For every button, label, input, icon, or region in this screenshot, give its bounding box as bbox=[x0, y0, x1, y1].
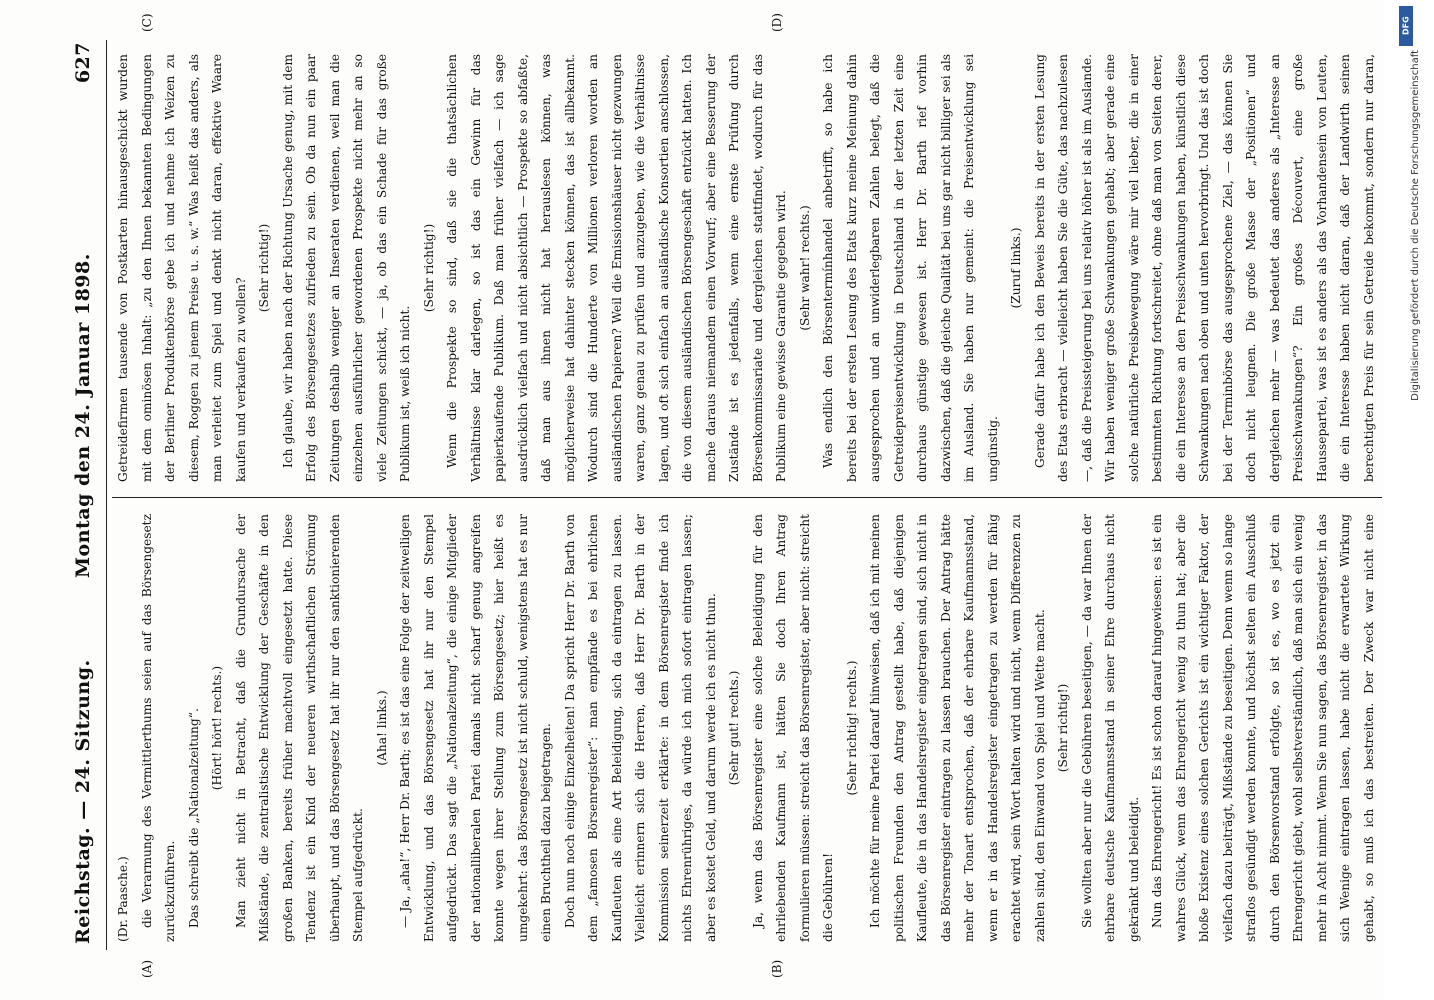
column-divider bbox=[112, 497, 1382, 498]
dfg-logo: DFG bbox=[1399, 6, 1413, 46]
margin-marker-d: (D) bbox=[770, 13, 784, 32]
speaker-label: (Dr. Paasche.) bbox=[116, 856, 130, 942]
paragraph: Was endlich den Börsentermínhandel anbetrifft, so habe ich bereits bei der ersten Lesung des Etats kurz meine Meinung dahin ausgesprochen und an unwiderlegbaren Zahlen belegt, daß die Getreidepreisentwicklung in Deutschland in der letzten Zeit eine durchaus günstige gewesen ist. Herr Dr. Barth rief vorhin dazwischen, daß die gleiche Qualität bei uns gar nicht billiger sei als im Ausland. Sie haben nur gemeint: die Preisentwicklung sei ungünstig. bbox=[821, 54, 1000, 482]
header-left: Reichstag. — 24. Sitzung. bbox=[72, 659, 94, 944]
paragraph: Gerade dafür habe ich den Beweis bereits in der ersten Lesung des Etats erbracht — vielleicht haben Sie die Güte, das nachzulesen —, daß die Preissteigerung bei uns relativ höher ist als im Auslande. Wir haben weniger große Schwankungen gehabt; aber gerade eine solche natürliche Preisbewegung wäre mir viel lieber, die in einer bestimmten Richtung fortschreitet, ohne daß man von Seiten derer, die ein Interesse an den Preisschwankungen haben, künstlich diese Schwankungen nach oben und unten hervorbringt. Und das ist doch bei der Terminbörse das ausgesprochene Ziel, — das können Sie doch nicht leugnen. Die große Masse der „Positionen“ und dergleichen mehr — was bedeutet das anderes als „Interesse an Preisschwankungen“? Ein großes Découvert, eine große Haussepartei, was ist es anders als das Vorhandensein von Leuten, die ein Interesse haben nicht daran, daß der Landwirth seinen berechtigten Preis für sein Getreide bekommt, sondern nur daran, bbox=[1032, 54, 1376, 482]
paragraph: die Verarmung des Vermittlerthums seien auf das Börsengesetz zurückzuführen. bbox=[139, 514, 177, 942]
funding-sidebar bbox=[1384, 0, 1434, 1000]
margin-marker-b: (B) bbox=[770, 959, 784, 978]
interjection: (Sehr wahr! rechts.) bbox=[797, 205, 812, 331]
paragraph: Doch nun noch einige Einzelheiten! Da spricht Herr Dr. Barth von dem „famosen Börsenregister“: man empfände es bei ehrlichen Kaufleuten als eine Art Beleidigung, sich da eintragen zu lassen. Vielleicht erinnern sich die Herren, daß Herr Dr. Barth in der Kommission seinerzeit erklärte: in dem Börsenregister finde ich nichts Ehrenrühriges, da würde ich mich sofort eintragen lassen; aber es kostet Geld, und darum werde ich es nicht thun. bbox=[562, 514, 718, 942]
interjection: (Hört! hört! rechts.) bbox=[210, 665, 224, 791]
paragraph: Das schreibt die „Nationalzeitung“. bbox=[186, 708, 201, 928]
right-column bbox=[112, 54, 1392, 482]
interjection: (Sehr richtig!) bbox=[1056, 683, 1070, 773]
paragraph: Ja, wenn das Börsenregister eine solche Beleidigung für den ehrliebenden Kaufmann ist, hätten Sie doch Ihren Antrag formulieren müssen: streicht das Börsenregister, aber nicht: streicht die Gebühren! bbox=[750, 514, 835, 942]
left-column bbox=[112, 514, 1392, 942]
interjection: (Aha! links.) bbox=[374, 690, 389, 766]
interjection: (Sehr richtig! rechts.) bbox=[844, 660, 859, 796]
paragraph: Ich glaube, wir haben nach der Richtung Ursache genug, mit dem Erfolg des Börsengesetzes zufrieden zu sein. Ob da nun ein paar Zeitungen deshalb weniger an Inseraten verdienen, weil man die einzelnen ausführlicher gewordenen Prospekte nicht mehr an so viele Zeitungen schickt, — ja, ob das ein Schade für das große Publikum ist, weiß ich nicht. bbox=[280, 54, 412, 482]
page-number: 627 bbox=[72, 42, 94, 84]
interjection: (Sehr richtig!) bbox=[421, 223, 436, 313]
paragraph: — Ja, „aha!“, Herr Dr. Barth; es ist das eine Folge der zeitweiligen Entwicklung, und das Börsengesetz hat ihr nur den Stempel aufgedrückt. Das sagt die „Nationalzeitung“, die einige Mitglieder der nationalliberalen Partei damals nicht scharf genug angreifen konnte wegen ihrer Stellung zum Börsengesetz; hier heißt es umgekehrt: das Börsengesetz ist nicht schuld, wenigstens hat es nur einen Bruchtheil dazu beigetragen. bbox=[398, 514, 553, 942]
header-rule bbox=[106, 40, 107, 950]
header-date: Montag den 24. Januar 1898. bbox=[72, 253, 94, 578]
margin-marker-c: (C) bbox=[140, 13, 154, 32]
interjection: (Sehr richtig!) bbox=[257, 223, 271, 313]
page-header bbox=[66, 42, 106, 958]
margin-marker-a: (A) bbox=[140, 959, 154, 978]
paragraph: Nun das Ehrengericht! Es ist schon darauf hingewiesen: es ist ein wahres Glück, wenn das Ehrengericht wenig zu thun hat; aber die bloße Existenz eines solchen Gerichts ist ein wichtiger Faktor, der vielfach dazu beiträgt, Mißstände zu beseitigen. Denn wenn so lange straflos gesündigt werden konnte, und höchst selten ein Ausschluß durch den Börsenvorstand erfolgte, so ist es, wo es jetzt ein Ehrengericht giebt, wohl selbstverständlich, daß man sich ein wenig mehr in Acht nimmt. Wenn Sie nun sagen, das Börsenregister, in das sich Wenige eintragen lassen, habe nicht die erwartete Wirkung gehabt, so muß ich das bestreiten. Der Zweck war nicht eine bbox=[1150, 514, 1376, 942]
quotation: Man zieht nicht in Betracht, daß die Grundursache der Mißstände, die zentralistische Entwicklung der Geschäfte in den großen Banken, bereits früher machtvoll eingesetzt hatte. Diese Tendenz ist ein Kind der neueren wirthschaftlichen Strömung überhaupt, und das Börsengesetz hat ihr nur den sanktionierenden Stempel aufgedrückt. bbox=[233, 514, 365, 942]
paragraph: Wenn die Prospekte so sind, daß sie die thatsächlichen Verhältnisse klar darlegen, so ist das ein Gewinn für das papierkaufende Publikum. Daß man früher vielfach — ich sage ausdrücklich vielfach und nicht absichtlich — Prospekte so abfaßte, daß man aus ihnen nicht hat herauslesen können, was möglicherweise hat dahinter stecken können, das ist allbekannt. Wodurch sind die Hunderte von Millionen verloren worden an ausländischen Papieren? Weil die Emissionshäuser nicht gezwungen waren, ganz genau zu prüfen und anzugeben, wie die Verhältnisse lagen, und oft sich einfach an ausländische Konsortien anschlossen, die von diesem ausländischen Börsengeschäft entzückt hatten. Ich mache daraus niemandem einen Vorwurf; aber eine Besserung der Zustände ist es jedenfalls, wenn eine ernste Prüfung durch Börsenkommissariate und dergleichen stattfindet, wodurch für das Publikum eine gewisse Garantie gegeben wird. bbox=[445, 54, 788, 482]
paragraph: Sie wollten aber nur die Gebühren beseitigen, — da war Ihnen der ehrbare deutsche Kaufmannsstand in seiner Ehre durchaus nicht gekränkt und beleidigt. bbox=[1079, 514, 1141, 942]
funding-note: Digitalisierung gefördert durch die Deutsche Forschungsgemeinschaft bbox=[1410, 50, 1421, 401]
interjection: (Sehr gut! rechts.) bbox=[727, 670, 741, 786]
paragraph: Getreidefirmen tausende von Postkarten hinausgeschickt wurden mit dem ominösen Inhalt: „zu den Ihnen bekannten Bedingungen der Berliner Produktenbörse gebe ich und nehme ich Weizen zu diesem, Roggen zu jenem Preise u. s. w.“ Was heißt das anders, als man verleitet zum Spiel und denkt nicht daran, effektive Waare kaufen und verkaufen zu wollen? bbox=[116, 54, 248, 482]
interjection: (Zuruf links.) bbox=[1009, 227, 1023, 309]
paragraph: Ich möchte für meine Partei darauf hinweisen, daß ich mit meinen politischen Freunden den Antrag gestellt habe, daß diejenigen Kaufleute, die in das Handelsregister eingetragen sind, sich nicht in das Börsenregister eintragen zu lassen brauchen. Der Antrag hätte mehr der Tonart entsprochen, daß der ehrbare Kaufmannsstand, wenn er in das Handelsregister eingetragen zu werden für fähig erachtet wird, sein Wort halten wird und nicht, wenn Differenzen zu zahlen sind, den Einwand von Spiel und Wette macht. bbox=[868, 514, 1047, 942]
